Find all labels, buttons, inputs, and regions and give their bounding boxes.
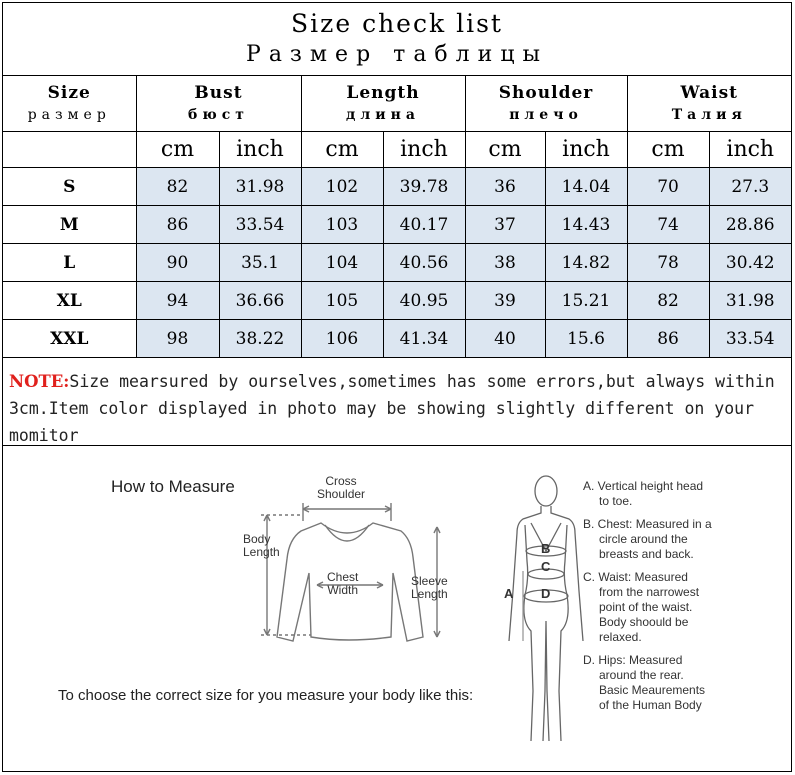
table-cell: 78 [627, 244, 709, 282]
unit-header-empty [3, 132, 136, 168]
label-line: Length [411, 587, 448, 601]
legend-line: relaxed. [599, 630, 642, 644]
label-sleeve-length [411, 575, 448, 601]
table-cell: 102 [301, 168, 383, 206]
group-header-en: Bust [194, 83, 243, 103]
table-cell: 33.54 [219, 206, 301, 244]
label-line: Chest [327, 570, 359, 584]
size-header [3, 75, 136, 132]
table-cell: 40.95 [383, 282, 465, 320]
table-cell: 14.43 [545, 206, 627, 244]
body-letter-a: A [504, 586, 514, 601]
group-header-en: Waist [680, 83, 739, 103]
table-cell: 35.1 [219, 244, 301, 282]
table-cell: 86 [136, 206, 219, 244]
group-header-en: Shoulder [498, 83, 594, 103]
table-row [3, 206, 791, 244]
table-cell: 30.42 [709, 244, 791, 282]
unit-header: inch [383, 132, 465, 168]
group-header-en: Length [346, 83, 420, 103]
legend-line: A. Vertical height head [583, 479, 704, 493]
measure-legend [583, 479, 712, 721]
table-cell: 82 [136, 168, 219, 206]
legend-line: breasts and back. [599, 547, 694, 561]
unit-header: cm [627, 132, 709, 168]
label-body-length [243, 533, 280, 559]
table-cell: 40 [465, 320, 545, 358]
table-row [3, 168, 791, 206]
label-line: Length [243, 545, 280, 559]
table-cell: 106 [301, 320, 383, 358]
label-line: Sleeve [411, 574, 448, 588]
title-block [3, 3, 791, 76]
legend-line: B. Chest: Measured in a [583, 517, 712, 531]
note-block [3, 358, 791, 446]
group-header-ru: Талия [671, 107, 747, 123]
table-cell: 39.78 [383, 168, 465, 206]
unit-header: cm [301, 132, 383, 168]
body-letter-d: D [541, 586, 551, 601]
legend-item-b [583, 517, 712, 562]
group-header-length [301, 75, 465, 132]
table-cell: 37 [465, 206, 545, 244]
legend-line: C. Waist: Measured [583, 570, 688, 584]
legend-line: around the rear. [599, 668, 684, 682]
note-label: NOTE: [9, 372, 70, 391]
table-row [3, 244, 791, 282]
table-cell: 41.34 [383, 320, 465, 358]
guide-title: How to Measure [111, 477, 235, 496]
title-english: Size check list [291, 9, 503, 38]
legend-item-c [583, 570, 712, 645]
table-cell: 33.54 [709, 320, 791, 358]
header-row-units [3, 132, 791, 168]
label-cross-shoulder [317, 475, 365, 501]
label-line: Cross [325, 474, 357, 488]
label-chest-width [327, 571, 358, 597]
table-cell: 27.3 [709, 168, 791, 206]
legend-item-a [583, 479, 712, 509]
body-figure-illustration [501, 471, 591, 771]
measure-guide [3, 447, 791, 771]
table-cell: 15.6 [545, 320, 627, 358]
group-header-waist [627, 75, 791, 132]
label-line: Body [243, 532, 271, 546]
group-header-shoulder [465, 75, 627, 132]
table-cell: 90 [136, 244, 219, 282]
table-row [3, 320, 791, 358]
table-cell: 38.22 [219, 320, 301, 358]
table-cell: 15.21 [545, 282, 627, 320]
table-cell: 36 [465, 168, 545, 206]
table-cell: 14.04 [545, 168, 627, 206]
unit-header: cm [136, 132, 219, 168]
size-label: L [3, 244, 136, 282]
legend-line: Basic Meaurements [599, 683, 706, 697]
table-cell: 70 [627, 168, 709, 206]
table-cell: 94 [136, 282, 219, 320]
size-header-en: Size [47, 83, 91, 103]
legend-line: D. Hips: Measured [583, 653, 683, 667]
unit-header: inch [545, 132, 627, 168]
body-letter-c: C [541, 559, 551, 574]
title-russian: Размер таблицы [246, 42, 548, 67]
label-line: Shoulder [317, 487, 366, 501]
size-chart-frame [2, 2, 792, 772]
label-line: Width [327, 583, 359, 597]
table-cell: 103 [301, 206, 383, 244]
legend-line: circle around the [599, 532, 688, 546]
table-cell: 38 [465, 244, 545, 282]
group-header-ru: длина [346, 107, 420, 123]
table-cell: 82 [627, 282, 709, 320]
table-cell: 36.66 [219, 282, 301, 320]
unit-header: inch [219, 132, 301, 168]
unit-header: cm [465, 132, 545, 168]
table-cell: 105 [301, 282, 383, 320]
guide-instruction: To choose the correct size for you measure your body like this: [58, 687, 474, 704]
table-cell: 31.98 [219, 168, 301, 206]
table-cell: 40.56 [383, 244, 465, 282]
table-cell: 74 [627, 206, 709, 244]
header-row-groups [3, 75, 791, 132]
size-header-ru: размер [27, 107, 111, 123]
note-text: Size mearsured by ourselves,sometimes has some errors,but always within 3cm.Item color displayed in photo may be showing slightly different on your momitor [9, 372, 775, 445]
legend-item-d [583, 653, 712, 713]
table-cell: 104 [301, 244, 383, 282]
unit-header: inch [709, 132, 791, 168]
group-header-ru: плечо [509, 107, 583, 123]
table-cell: 28.86 [709, 206, 791, 244]
group-header-bust [136, 75, 301, 132]
legend-line: from the narrowest [599, 585, 700, 599]
table-cell: 39 [465, 282, 545, 320]
legend-line: point of the waist. [599, 600, 693, 614]
body-letter-b: B [541, 541, 551, 556]
size-label: XXL [3, 320, 136, 358]
legend-line: of the Human Body [599, 698, 702, 712]
table-row [3, 282, 791, 320]
table-cell: 98 [136, 320, 219, 358]
legend-line: to toe. [599, 494, 633, 508]
legend-line: Body shoould be [599, 615, 689, 629]
table-cell: 14.82 [545, 244, 627, 282]
table-cell: 31.98 [709, 282, 791, 320]
size-label: XL [3, 282, 136, 320]
table-cell: 86 [627, 320, 709, 358]
table-cell: 40.17 [383, 206, 465, 244]
size-label: S [3, 168, 136, 206]
size-table [3, 75, 791, 358]
group-header-ru: бюст [188, 107, 249, 123]
size-label: M [3, 206, 136, 244]
